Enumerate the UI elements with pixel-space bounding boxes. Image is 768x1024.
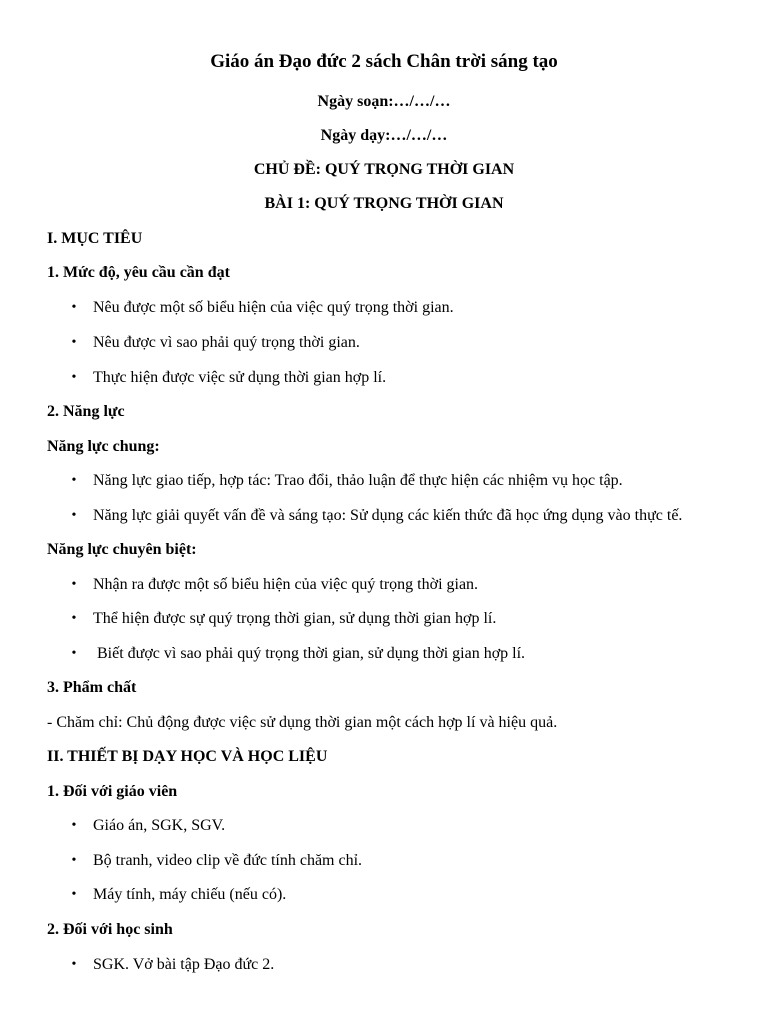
- list-item-text: Năng lực giải quyết vấn đề và sáng tạo: Sử dụng các kiến thức đã học ứng dụng vào thực tế.: [93, 507, 683, 524]
- topic-heading: CHỦ ĐỀ: QUÝ TRỌNG THỜI GIAN: [253, 161, 515, 178]
- list-item: [0, 366, 768, 390]
- bullet-icon: •: [71, 887, 77, 902]
- bullet-icon: •: [71, 300, 77, 315]
- list-item-text: Nêu được vì sao phải quý trọng thời gian.: [93, 334, 360, 351]
- list-item: [0, 607, 768, 631]
- list-item: [0, 573, 768, 597]
- list-item: [0, 296, 768, 320]
- lesson-heading: BÀI 1: QUÝ TRỌNG THỜI GIAN: [264, 195, 504, 212]
- general-competence-heading: Năng lực chung:: [47, 438, 160, 455]
- list-item: [0, 331, 768, 355]
- list-item: [0, 849, 768, 873]
- list-item-text: Nêu được một số biểu hiện của việc quý trọng thời gian.: [93, 299, 454, 316]
- bullet-icon: •: [71, 473, 77, 488]
- student-heading: 2. Đối với học sinh: [47, 921, 173, 938]
- list-item-text: Thể hiện được sự quý trọng thời gian, sử dụng thời gian hợp lí.: [93, 610, 497, 627]
- bullet-icon: •: [71, 818, 77, 833]
- list-item-text: Máy tính, máy chiếu (nếu có).: [93, 886, 287, 903]
- section-objectives-heading: I. MỤC TIÊU: [47, 230, 143, 247]
- bullet-icon: •: [71, 577, 77, 592]
- competence-heading: 2. Năng lực: [47, 403, 125, 420]
- bullet-icon: •: [71, 957, 77, 972]
- list-item: [0, 642, 768, 666]
- bullet-icon: •: [71, 370, 77, 385]
- requirements-heading: 1. Mức độ, yêu cầu cần đạt: [47, 264, 230, 281]
- date-taught: Ngày dạy:…/…/…: [320, 127, 448, 144]
- list-item: [0, 504, 768, 528]
- list-item-text: Biết được vì sao phải quý trọng thời gian, sử dụng thời gian hợp lí.: [93, 645, 526, 662]
- qualities-heading: 3. Phẩm chất: [47, 679, 137, 696]
- teacher-heading: 1. Đối với giáo viên: [47, 783, 178, 800]
- specific-competence-heading: Năng lực chuyên biệt:: [47, 541, 197, 558]
- bullet-icon: •: [71, 335, 77, 350]
- list-item-text: Bộ tranh, video clip về đức tính chăm chỉ.: [93, 852, 363, 869]
- bullet-icon: •: [71, 611, 77, 626]
- list-item: [0, 814, 768, 838]
- list-item-text: Nhận ra được một số biểu hiện của việc quý trọng thời gian.: [93, 576, 479, 593]
- document-title: Giáo án Đạo đức 2 sách Chân trời sáng tạo: [210, 51, 558, 72]
- qualities-text: - Chăm chỉ: Chủ động được việc sử dụng thời gian một cách hợp lí và hiệu quả.: [47, 714, 558, 731]
- date-prepared: Ngày soạn:…/…/…: [317, 93, 451, 110]
- list-item: [0, 883, 768, 907]
- bullet-icon: •: [71, 853, 77, 868]
- bullet-icon: •: [71, 508, 77, 523]
- bullet-icon: •: [71, 646, 77, 661]
- section-equipment-heading: II. THIẾT BỊ DẠY HỌC VÀ HỌC LIỆU: [47, 748, 328, 765]
- list-item-text: SGK. Vở bài tập Đạo đức 2.: [93, 956, 275, 973]
- list-item: [0, 953, 768, 977]
- list-item-text: Giáo án, SGK, SGV.: [93, 817, 226, 834]
- list-item-text: Năng lực giao tiếp, hợp tác: Trao đổi, thảo luận để thực hiện các nhiệm vụ học tập.: [93, 472, 623, 489]
- list-item-text: Thực hiện được việc sử dụng thời gian hợp lí.: [93, 369, 387, 386]
- list-item: [0, 469, 768, 493]
